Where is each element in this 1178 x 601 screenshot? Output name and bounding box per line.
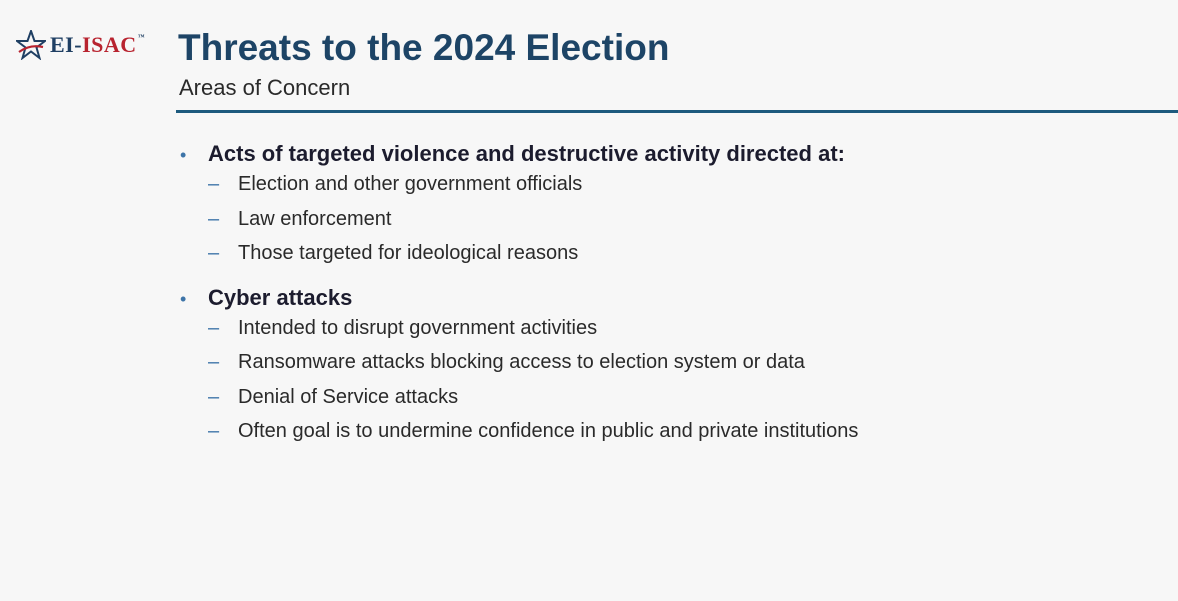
dash-icon: – xyxy=(208,173,220,195)
star-icon xyxy=(16,30,46,60)
sub-bullet-item xyxy=(180,173,1140,208)
dash-icon: – xyxy=(208,420,220,442)
dash-icon: – xyxy=(208,207,220,230)
dash-icon: – xyxy=(208,385,220,408)
sub-bullet-item xyxy=(180,351,1140,386)
bullet-dot-icon: • xyxy=(180,145,187,165)
sub-bullet-list xyxy=(180,173,1140,277)
logo-wordmark xyxy=(50,34,145,56)
sub-bullet-text: Law enforcement xyxy=(238,207,392,230)
logo-isac: ISAC xyxy=(82,32,137,57)
sub-bullet-item xyxy=(180,208,1140,243)
logo-trademark: ™ xyxy=(137,33,146,41)
logo-ei: EI- xyxy=(50,32,83,57)
bullet-list xyxy=(180,141,1140,463)
sub-bullet-text: Often goal is to undermine confidence in public and private institutions xyxy=(238,420,859,442)
sub-bullet-text: Intended to disrupt government activities xyxy=(238,316,598,339)
sub-bullet-text: Denial of Service attacks xyxy=(238,385,459,408)
bullet-dot-icon: • xyxy=(180,288,187,309)
sub-bullet-item xyxy=(180,420,1140,455)
sub-bullet-text: Ransomware attacks blocking access to election system or data xyxy=(238,351,805,373)
sub-bullet-list xyxy=(180,317,1140,455)
dash-icon: – xyxy=(208,351,220,373)
slide-title: Threats to the 2024 Election xyxy=(178,27,670,68)
sub-bullet-text: Election and other government officials xyxy=(238,173,583,195)
dash-icon: – xyxy=(208,316,220,339)
bullet-item xyxy=(180,141,1140,173)
title-divider xyxy=(176,110,1178,113)
sub-bullet-item xyxy=(180,317,1140,352)
ei-isac-logo xyxy=(16,30,145,60)
bullet-text: Cyber attacks xyxy=(208,284,353,310)
sub-bullet-item xyxy=(180,386,1140,421)
dash-icon: – xyxy=(208,242,220,264)
sub-bullet-item xyxy=(180,242,1140,277)
bullet-text: Acts of targeted violence and destructive activity directed at: xyxy=(208,141,845,166)
sub-bullet-text: Those targeted for ideological reasons xyxy=(238,242,579,264)
bullet-item xyxy=(180,285,1140,317)
slide-subtitle: Areas of Concern xyxy=(179,75,351,100)
